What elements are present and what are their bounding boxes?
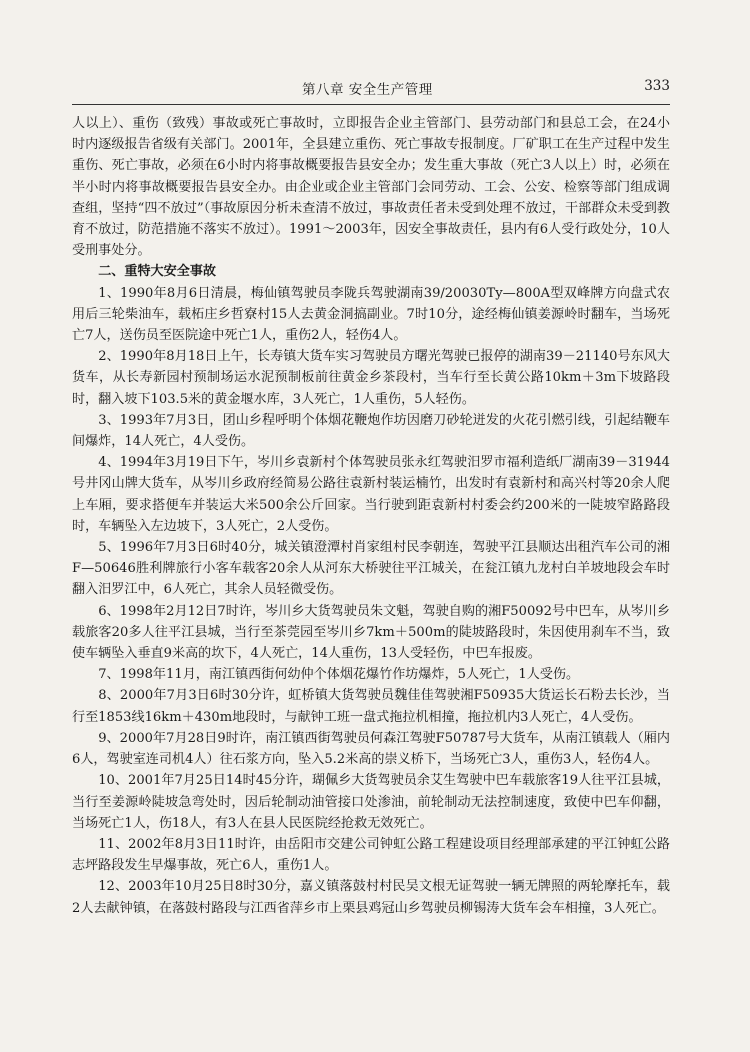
- accident-item-8: 8、2000年7月3日6时30分许，虹桥镇大货驾驶员魏佳佳驾驶湘F50935大货运长石粉去长沙，当行至1853线16km＋430m地段时，与献钟工班一盘式拖拉机相撞，拖拉机内3人死亡，4人受伤。: [72, 688, 670, 725]
- accident-item-11: 11、2002年8月3日11时许，由岳阳市交建公司钟虹公路工程建设项目经理部承建的平江钟虹公路志坪路段发生早爆事故，死亡6人，重伤1人。: [72, 836, 670, 874]
- page-body: [72, 113, 670, 919]
- accident-item-9: 9、2000年7月28日9时许，南江镇西街驾驶员何森江驾驶F50787号大货车，从南江镇载人（厢内6人，驾驶室连司机4人）往石浆方向，坠入5.2米高的崇义桥下，当场死亡3人，重伤3人，轻伤4人。: [72, 730, 670, 768]
- chapter-title: 第八章 安全生产管理: [302, 82, 433, 98]
- section-title: 二、重特大安全事故: [98, 264, 217, 280]
- accident-item-3: 3、1993年7月3日，团山乡程呼明个体烟花鞭炮作坊因磨刀砂轮迸发的火花引燃引线，引起结鞭车间爆炸，14人死亡，4人受伤。: [72, 412, 670, 450]
- accident-item-2: 2、1990年8月18日上午，长寿镇大货车实习驾驶员方曙光驾驶已报停的湖南39－21140号东风大货车，从长寿新园村预制场运水泥预制板前往黄金乡茶段村，当车行至长黄公路10km＋3m下坡路段时，翻入坡下103.5米的黄金堰水库，3人死亡，1人重伤，5人轻伤。: [72, 349, 670, 407]
- accident-item-7: 7、1998年11月，南江镇西街何幼仲个体烟花爆竹作坊爆炸，5人死亡，1人受伤。: [98, 667, 580, 683]
- accident-item-5: 5、1996年7月3日6时40分，城关镇澄潭村肖家组村民李朝连，驾驶平江县顺达出租汽车公司的湘F—50646胜利牌旅行小客车载客20余人从河东大桥驶往平江城关，在瓮江镇九龙村白羊坡地段会车时翻入汨罗江中，6人死亡，其余人员轻微受伤。: [72, 540, 670, 598]
- accident-item-6: 6、1998年2月12日7时许，岑川乡大货驾驶员朱文魁，驾驶自购的湘F50092号中巴车，从岑川乡载旅客20多人往平江县城，当行至茶莞园至岑川乡7km＋500m的陡坡路段时，朱因使用刹车不当，致使车辆坠入垂直9米高的坎下，4人死亡，14人重伤，13人受轻伤，中巴车报废。: [72, 603, 670, 662]
- header-rule: [72, 104, 670, 105]
- accident-item-4: 4、1994年3月19日下午，岑川乡袁新村个体驾驶员张永红驾驶汨罗市福利造纸厂湖南39－31944号井冈山牌大货车，从岑川乡政府经简易公路往袁新村装运楠竹，出发时有袁新村和高兴村等20余人爬上车厢，要求搭便车并装运大米500余公斤回家。当行驶到距袁新村村委会约200米的一陡坡窄路路段时，车辆坠入左边坡下，3人死亡，2人受伤。: [72, 455, 670, 534]
- page-number: 333: [644, 78, 670, 94]
- accident-item-10: 10、2001年7月25日14时45分许，瑚佩乡大货驾驶员余艾生驾驶中巴车载旅客19人往平江县城，当行至姜源岭陡坡急弯处时，因后轮制动油管接口处渗油，前轮制动无法控制速度，致使中巴车仰翻，当场死亡1人，伤18人，有3人在县人民医院经抢救无效死亡。: [72, 773, 670, 831]
- intro-paragraph: 人以上）、重伤（致残）事故或死亡事故时，立即报告企业主管部门、县劳动部门和县总工会，在24小时内逐级报告省级有关部门。2001年，全县建立重伤、死亡事故专报制度。厂矿职工在生产过程中发生重伤、死亡事故，必须在6小时内将事故概要报告县安全办；发生重大事故（死亡3人以上）时，必须在半小时内将事故概要报告县安全办。由企业或企业主管部门会同劳动、工会、公安、检察等部门组成调查组，坚持“四不放过”（事故原因分析未查清不放过，事故责任者未受到处理不放过，干部群众未受到教育不放过，防范措施不落实不放过）。1991～2003年，因安全事故责任，县内有6人受行政处分，10人受刑事处分。: [72, 116, 670, 259]
- accident-item-12: 12、2003年10月25日8时30分，嘉义镇落鼓村村民吴文根无证驾驶一辆无牌照的两轮摩托车，载2人去献钟镇，在落鼓村路段与江西省萍乡市上栗县鸡冠山乡驾驶员柳锡涛大货车会车相撞，3人死亡。: [72, 879, 670, 916]
- page-header: [72, 78, 670, 100]
- accident-item-1: 1、1990年8月6日清晨，梅仙镇驾驶员李陇兵驾驶湖南39/20030Ty—800A型双峰牌方向盘式农用后三轮柴油车，载柘庄乡哲寮村15人去黄金洞搞副业。7时10分，途经梅仙镇姜源岭时翻车，当场死亡7人，送伤员至医院途中死亡1人，重伤2人，轻伤4人。: [72, 285, 670, 344]
